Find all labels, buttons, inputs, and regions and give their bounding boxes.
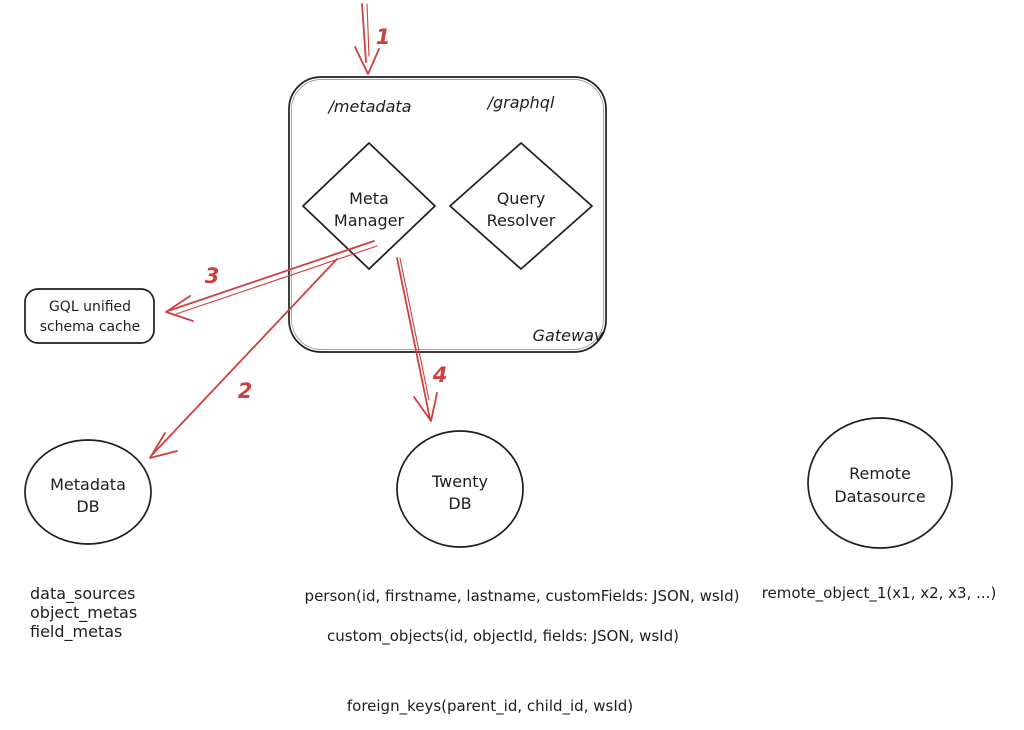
metadata-table-field-metas: field_metas — [30, 622, 123, 641]
node-query-resolver — [450, 143, 592, 269]
arrow-3-label: 3 — [204, 264, 220, 288]
metadata-table-data-sources: data_sources — [30, 584, 136, 603]
gateway-label: Gateway — [532, 326, 604, 345]
arrow-step-4 — [397, 258, 447, 421]
arrow-1-line-sketch — [367, 4, 369, 56]
node-twenty-db — [397, 431, 523, 547]
arrow-2-label: 2 — [237, 379, 253, 403]
metadata-table-object-metas: object_metas — [30, 603, 138, 622]
arrow-4-label: 4 — [432, 363, 448, 387]
arrow-step-3 — [166, 241, 377, 321]
metadata-db-label-line1: Metadata — [50, 475, 126, 494]
meta-manager-label-line1: Meta — [349, 189, 389, 208]
remote-datasource-circle — [808, 418, 952, 548]
schema-cache-label-line2: schema cache — [39, 319, 141, 335]
node-meta-manager — [303, 143, 435, 269]
meta-manager-label-line2: Manager — [333, 211, 405, 230]
metadata-db-label-line2: DB — [76, 497, 100, 516]
metadata-db-tables — [30, 584, 137, 642]
arrow-2-head — [150, 433, 177, 458]
endpoint-graphql-label: /graphql — [487, 93, 555, 112]
remote-datasource-label-line2: Datasource — [834, 487, 926, 506]
remote-datasource-tables — [762, 584, 997, 603]
endpoint-metadata-label: /metadata — [328, 97, 412, 116]
twenty-db-tables — [305, 587, 740, 716]
arrow-3-line — [168, 241, 374, 311]
arrow-1-line — [362, 4, 366, 62]
node-schema-cache — [25, 289, 154, 343]
arrow-4-line-sketch — [400, 258, 429, 400]
node-remote-datasource — [808, 418, 952, 548]
arrow-1-label: 1 — [375, 25, 391, 49]
node-metadata-db — [25, 440, 151, 544]
arrow-3-head — [166, 296, 193, 321]
remote-table-remote-object-1: remote_object_1(x1, x2, x3, ...) — [761, 584, 997, 602]
twenty-table-person: person(id, firstname, lastname, customFields: JSON, wsId) — [304, 587, 740, 605]
arrow-step-1 — [355, 4, 390, 74]
schema-cache-label-line1: GQL unified — [48, 299, 132, 315]
twenty-db-label-line2: DB — [448, 494, 472, 513]
arrow-step-2 — [150, 259, 337, 458]
arrow-2-line — [151, 259, 337, 456]
twenty-table-foreign-keys: foreign_keys(parent_id, child_id, wsId) — [346, 697, 634, 715]
query-resolver-label-line1: Query — [496, 189, 546, 208]
arrow-4-line — [397, 258, 430, 419]
twenty-db-label-line1: Twenty — [432, 472, 488, 491]
query-resolver-label-line2: Resolver — [486, 211, 556, 230]
arrow-1-head — [355, 47, 379, 74]
twenty-table-custom-objects: custom_objects(id, objectId, fields: JSON, wsId) — [327, 627, 679, 645]
remote-datasource-label-line1: Remote — [849, 464, 911, 483]
